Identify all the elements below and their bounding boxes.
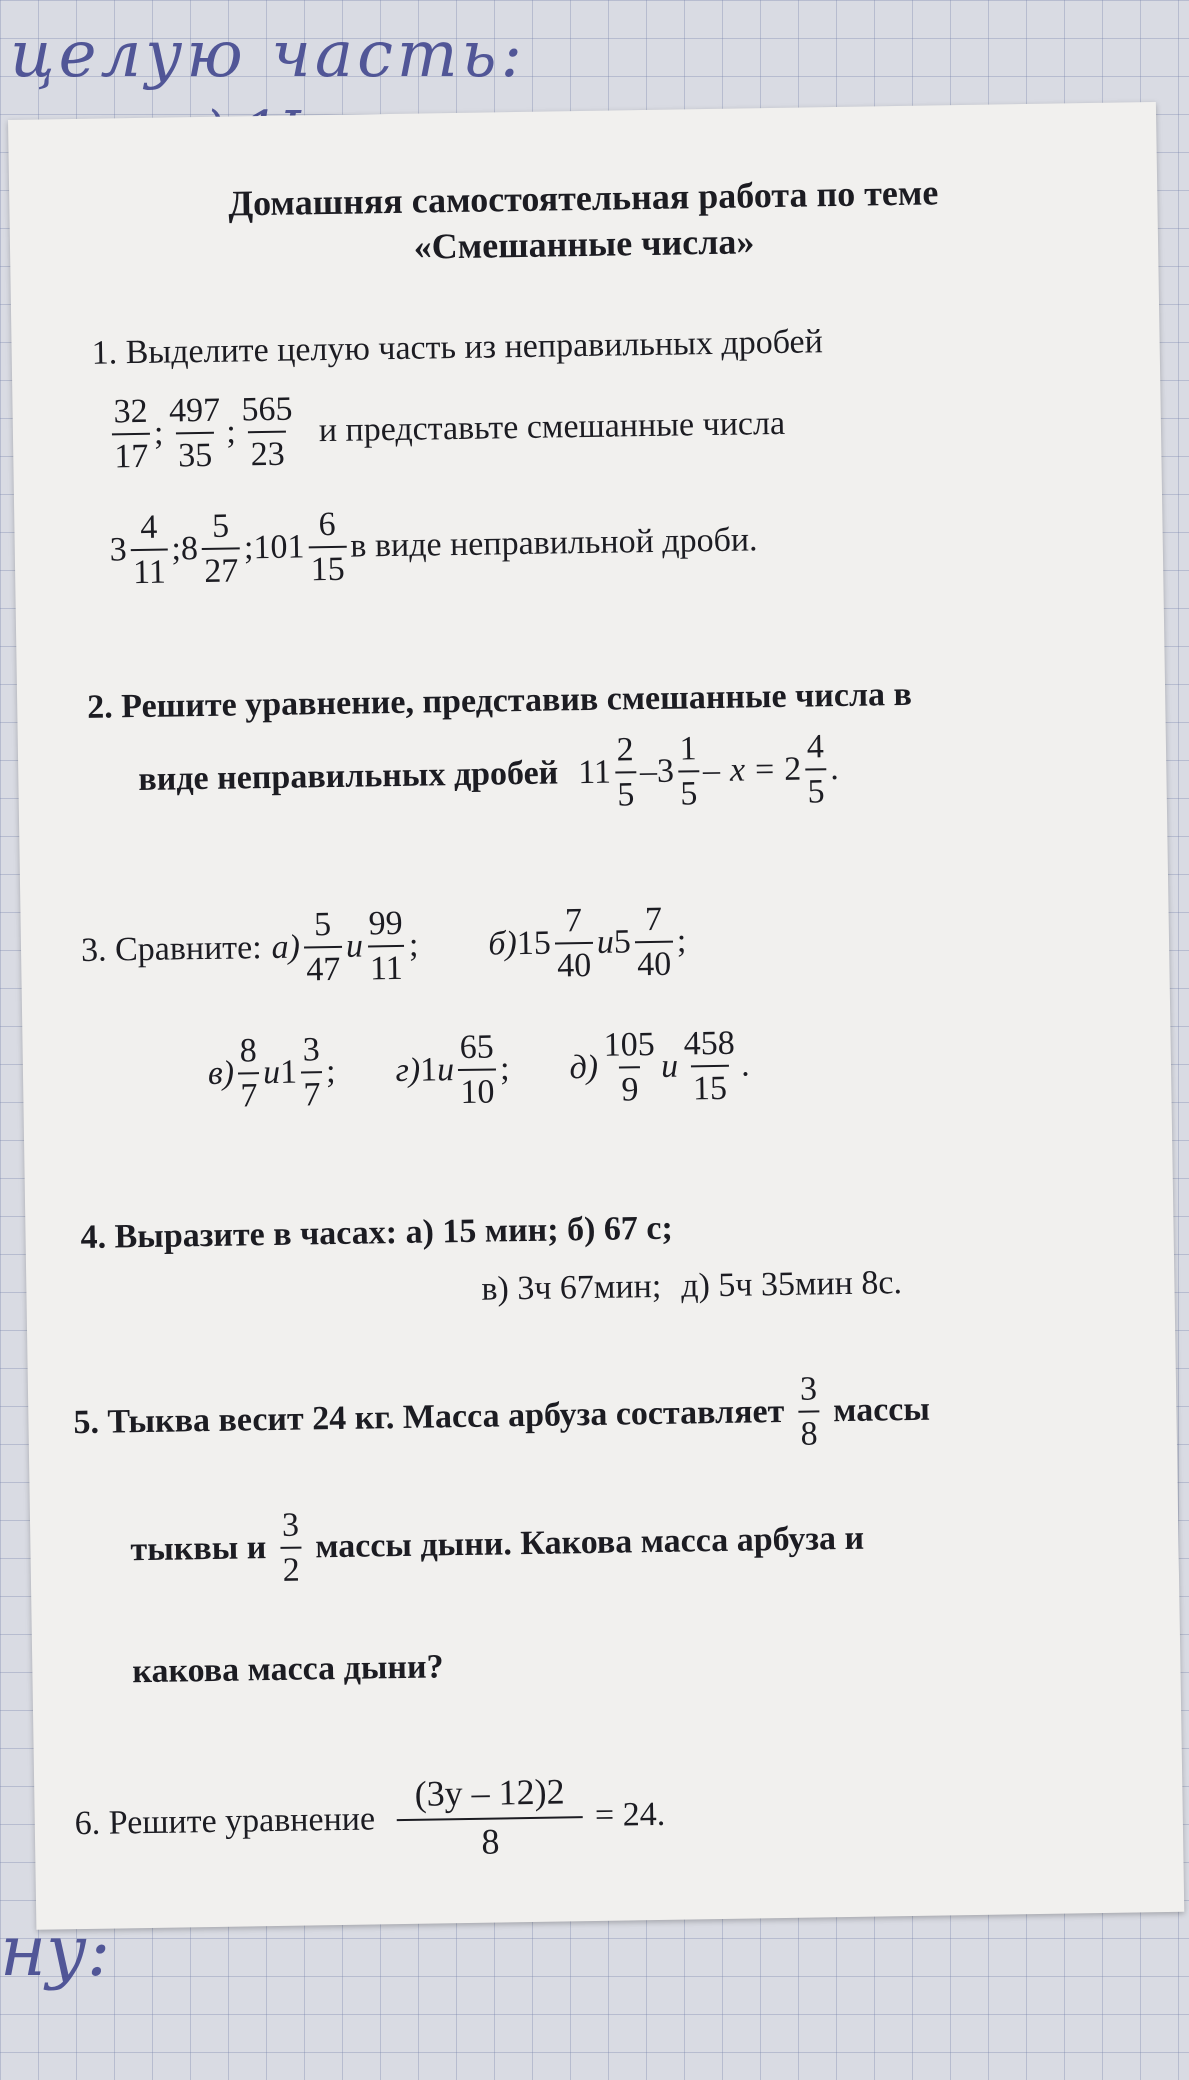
task6-line [74, 1770, 666, 1870]
numerator: 32 [113, 392, 148, 431]
numerator: 497 [168, 391, 221, 430]
period: . [740, 1046, 750, 1084]
whole-part: 1 [279, 1053, 298, 1091]
numerator: 3 [281, 1506, 300, 1544]
denominator: 40 [635, 941, 674, 985]
item-tag: в) [207, 1054, 235, 1093]
denominator: 23 [248, 431, 287, 475]
semicolon: ; [676, 922, 687, 960]
task5-line2 [130, 1497, 865, 1593]
denominator: 11 [368, 945, 405, 989]
denominator: 2 [280, 1547, 302, 1590]
conjunction: и [262, 1053, 281, 1092]
denominator: 40 [555, 942, 594, 986]
fraction [280, 1506, 302, 1591]
task2-text2: виде неправильных дробей [138, 754, 559, 799]
semicolon: ; [499, 1050, 510, 1088]
semicolon: ; [408, 926, 419, 964]
task6-label: 6. Решите уравнение [74, 1800, 376, 1843]
denominator: 9 [619, 1066, 641, 1109]
whole-part: 1 [419, 1051, 438, 1089]
numerator: 565 [241, 390, 293, 429]
fraction [201, 506, 240, 591]
numerator: 99 [368, 904, 403, 943]
handwriting-bottom: ну: [0, 1910, 111, 1992]
fraction [111, 392, 150, 477]
task1-text1: 1. Выделите целую часть из неправильных дробей [91, 323, 824, 372]
conjunction: и [596, 923, 615, 961]
fraction [601, 1025, 657, 1110]
fraction [677, 729, 699, 814]
item-tag: г) [395, 1051, 421, 1090]
task4-line2 [481, 1264, 902, 1309]
denominator: 5 [805, 768, 827, 811]
fraction [457, 1027, 496, 1112]
task4-text1: 4. Выразите в часах: а) 15 мин; б) 67 с; [80, 1209, 674, 1256]
numerator: 1 [679, 730, 697, 768]
numerator: 6 [318, 505, 336, 544]
denominator: 15 [691, 1065, 730, 1109]
numerator: 2 [616, 731, 634, 769]
denominator: 47 [304, 946, 343, 990]
denominator: 7 [238, 1072, 260, 1115]
numerator: 4 [140, 508, 158, 546]
whole-part: 2 [783, 750, 802, 788]
worksheet-title: Домашняя самостоятельная работа по теме [227, 172, 939, 224]
denominator: 27 [202, 548, 241, 592]
task5-text1: 5. Тыква весит 24 кг. Масса арбуза составляет [73, 1393, 785, 1442]
task5-text4: массы дыни. Какова масса арбуза и [315, 1519, 865, 1566]
task2-line1 [87, 676, 912, 727]
fraction [308, 505, 347, 590]
fraction [366, 904, 405, 989]
denominator: 17 [112, 433, 151, 477]
task1-text2: и представьте смешанные числа [318, 404, 786, 450]
denominator: 8 [397, 1817, 584, 1865]
denominator: 5 [615, 771, 637, 814]
fraction [798, 1369, 820, 1454]
numerator: 5 [211, 507, 230, 545]
fraction [681, 1024, 737, 1109]
denominator: 10 [458, 1069, 497, 1113]
task2-line2 [138, 727, 840, 822]
operator: – [702, 751, 721, 790]
whole-part: 101 [253, 528, 305, 567]
worksheet-paper [8, 102, 1184, 1930]
semicolon: ; [325, 1053, 336, 1091]
numerator: (3y – 12)2 [414, 1771, 565, 1814]
whole-part: 11 [577, 753, 612, 792]
numerator: 7 [564, 902, 583, 940]
fraction [634, 900, 673, 985]
task3-line1 [80, 899, 687, 993]
whole-part: 15 [516, 924, 552, 963]
whole-part: 5 [613, 923, 632, 961]
variable-x: x [729, 751, 746, 789]
task2-text1: 2. Решите уравнение, представив смешанные числа в [86, 675, 913, 726]
worksheet-topic: «Смешанные числа» [413, 221, 755, 267]
equals-sign: = [754, 751, 775, 789]
numerator: 105 [603, 1025, 656, 1064]
task4-item-d: д) 5ч 35мин 8с. [680, 1264, 903, 1305]
conjunction: и [660, 1047, 679, 1085]
task1-text3: в виде неправильной дроби. [350, 521, 758, 565]
whole-part: 3 [109, 531, 128, 569]
numerator: 3 [302, 1031, 321, 1069]
fraction [167, 391, 223, 476]
task6-rhs: = 24. [594, 1796, 666, 1835]
fraction [237, 1031, 259, 1116]
numerator: 5 [313, 906, 332, 944]
numerator: 7 [644, 900, 663, 939]
item-tag: б) [488, 925, 518, 963]
numerator: 8 [239, 1032, 258, 1070]
task3-line2 [207, 1023, 750, 1116]
task1-line2: $\frac{32}{17}$ ; $\frac{497}{35}$ ; $\frac{565}{23}$ и представьте смешанные числа [107, 382, 785, 477]
denominator: 35 [176, 432, 215, 476]
operator: – [639, 752, 658, 791]
fraction [303, 905, 342, 990]
denominator: 5 [678, 770, 700, 813]
fraction [398, 1771, 581, 1865]
denominator: 7 [301, 1071, 323, 1114]
task5-line3 [132, 1648, 444, 1691]
task1-line1 [91, 323, 823, 372]
task5-text5: какова масса дыни? [132, 1648, 444, 1691]
fraction [300, 1030, 322, 1115]
conjunction: и [436, 1051, 455, 1089]
item-tag: а) [271, 928, 301, 967]
task4-line1 [80, 1210, 673, 1257]
task5-text2: массы [832, 1390, 931, 1430]
task5-text3: тыквы и [130, 1529, 267, 1569]
handwriting-top: целую часть: [10, 18, 526, 92]
whole-part: 3 [656, 752, 675, 790]
numerator: 3 [799, 1370, 818, 1408]
conjunction: и [345, 927, 364, 965]
period: . [829, 750, 840, 788]
numerator: 458 [683, 1024, 736, 1063]
denominator: 15 [308, 546, 347, 590]
fraction [805, 727, 827, 812]
task3-label: 3. Сравните: [80, 929, 262, 970]
fraction [554, 901, 593, 986]
fraction [614, 730, 636, 815]
task5-line1 [73, 1368, 931, 1466]
task4-item-v: в) 3ч 67мин; [481, 1267, 662, 1308]
fraction [239, 390, 295, 475]
numerator: 4 [806, 728, 825, 766]
item-tag: д) [569, 1048, 599, 1087]
task1-line3: 3 $\frac{4}{11}$ ; 8 $\frac{5}{27}$ ; 101 $\frac{6}{15}$ в виде неправильной дроби. [109, 505, 758, 592]
whole-part: 8 [180, 530, 199, 568]
denominator: 8 [798, 1411, 820, 1454]
denominator: 11 [131, 549, 168, 593]
numerator: 65 [459, 1028, 495, 1067]
fraction [130, 508, 168, 593]
